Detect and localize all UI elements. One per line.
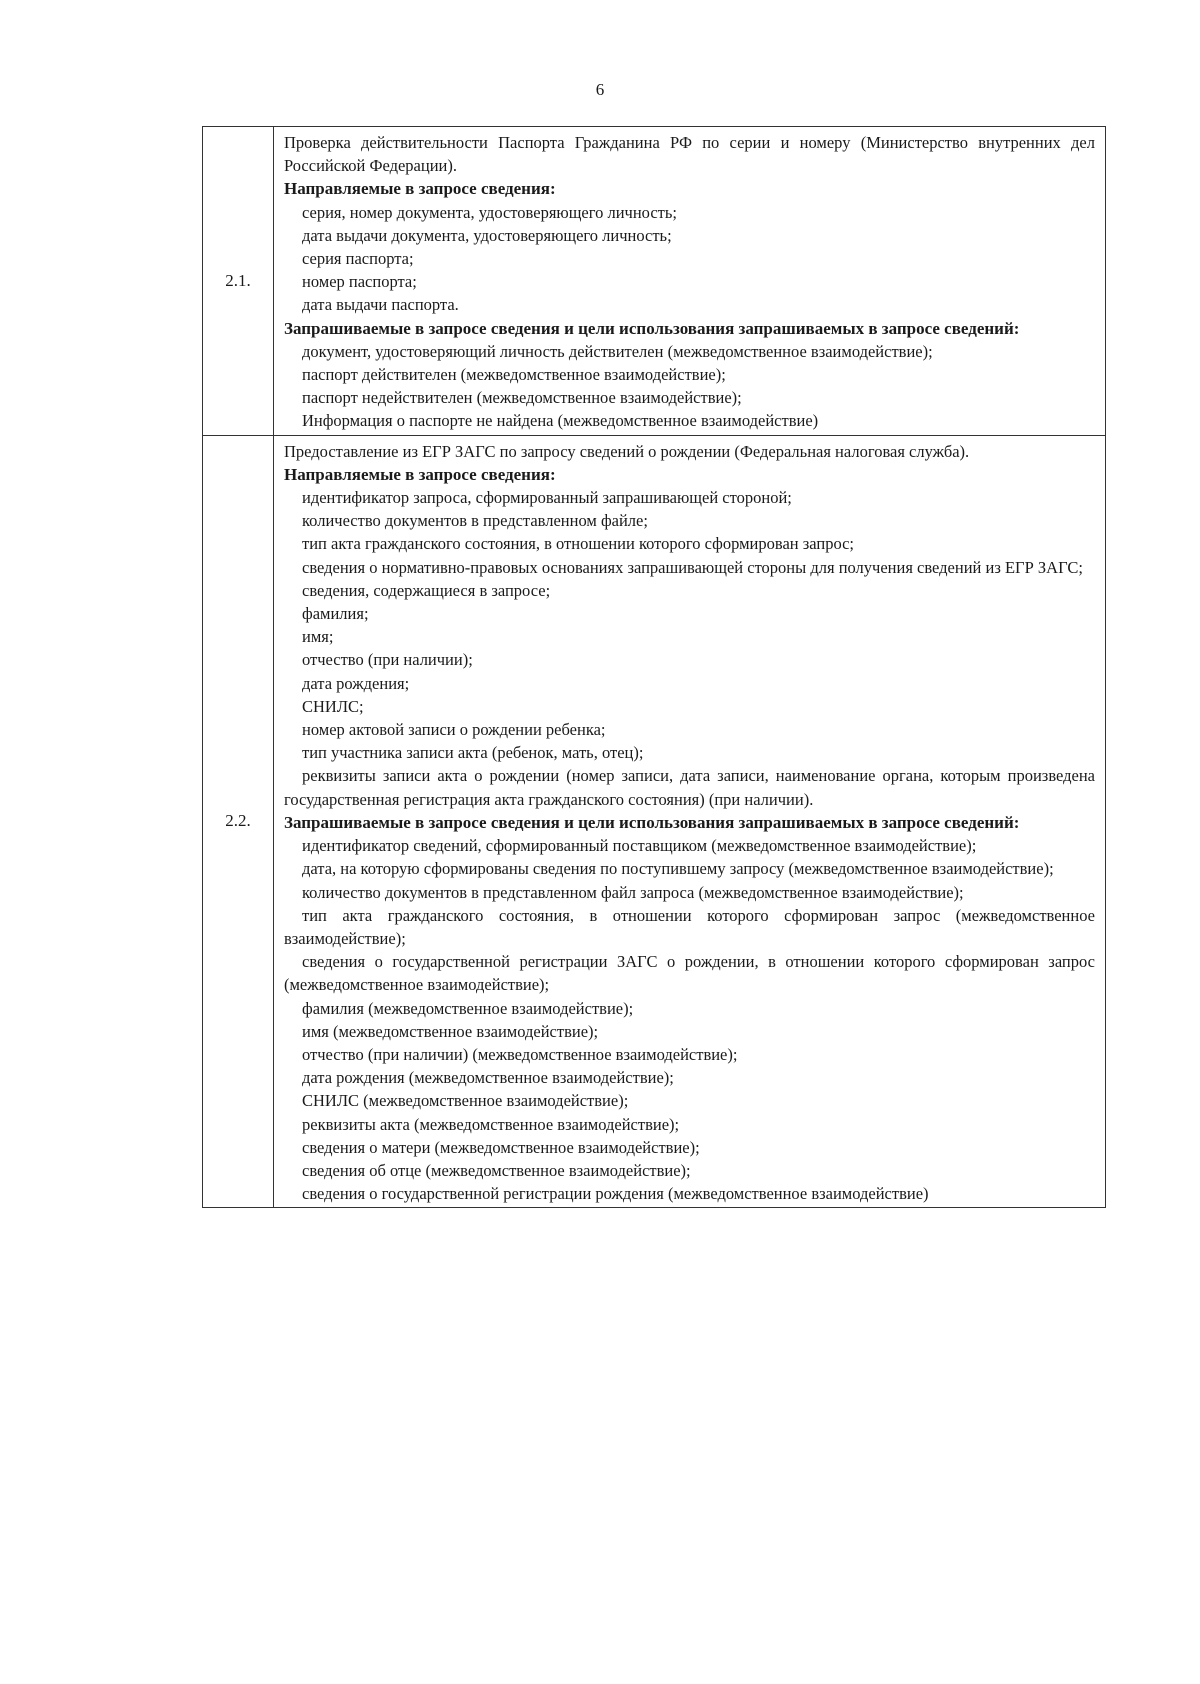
content-line: дата рождения (межведомственное взаимодействие);	[302, 1068, 674, 1088]
content-line: имя (межведомственное взаимодействие);	[302, 1021, 599, 1041]
page-number: 6	[595, 80, 605, 99]
content-line: имя;	[302, 627, 334, 647]
content-line: отчество (при наличии) (межведомственное взаимодействие);	[302, 1044, 738, 1064]
content-line: дата выдачи паспорта.	[302, 295, 459, 315]
content-line: дата выдачи документа, удостоверяющего личность;	[302, 225, 672, 245]
content-line: паспорт действителен (межведомственное взаимодействие);	[302, 365, 726, 385]
section-heading: Запрашиваемые в запросе сведения и цели использования запрашиваемых в запросе сведений:	[284, 318, 1020, 338]
content-line: документ, удостоверяющий личность действителен (межведомственное взаимодействие);	[302, 341, 933, 361]
row-number: 2.1.	[203, 127, 274, 436]
content-line: СНИЛС;	[302, 696, 364, 716]
content-line: фамилия;	[302, 604, 369, 624]
content-line: СНИЛС (межведомственное взаимодействие);	[302, 1091, 629, 1111]
content-line: фамилия (межведомственное взаимодействие);	[302, 998, 634, 1018]
content-line: дата, на которую сформированы сведения по поступившему запросу (межведомственное взаимодействие);	[302, 859, 1054, 879]
row-content	[274, 127, 1106, 436]
content-line: номер актовой записи о рождении ребенка;	[302, 720, 606, 740]
table-body	[203, 127, 1106, 1208]
requirements-table	[202, 126, 1106, 1208]
row-content	[274, 435, 1106, 1208]
content-line: сведения о нормативно-правовых основаниях запрашивающей стороны для получения сведений из ЕГР ЗАГС;	[302, 557, 1083, 577]
content-line: серия паспорта;	[302, 249, 414, 269]
content-line: количество документов в представленном файл запроса (межведомственное взаимодействие);	[302, 882, 964, 902]
content-line: отчество (при наличии);	[302, 650, 473, 670]
content-line: серия, номер документа, удостоверяющего личность;	[302, 202, 677, 222]
table-row	[203, 435, 1106, 1208]
content-line: тип акта гражданского состояния, в отношении которого сформирован запрос;	[302, 534, 855, 554]
content-line: количество документов в представленном файле;	[302, 511, 648, 531]
content-line: сведения о государственной регистрации ЗАГС о рождении, в отношении которого сформирован запрос (межведомственное взаимодействие);	[284, 952, 1095, 995]
content-line: дата рождения;	[302, 673, 410, 693]
section-heading: Запрашиваемые в запросе сведения и цели использования запрашиваемых в запросе сведений:	[284, 812, 1020, 832]
section-heading: Направляемые в запросе сведения:	[284, 464, 556, 484]
content-line: идентификатор сведений, сформированный поставщиком (межведомственное взаимодействие);	[302, 836, 977, 856]
content-line: идентификатор запроса, сформированный запрашивающей стороной;	[302, 488, 792, 508]
table-row	[203, 127, 1106, 436]
content-line: сведения, содержащиеся в запросе;	[302, 580, 551, 600]
content-line: сведения о государственной регистрации рождения (межведомственное взаимодействие)	[302, 1184, 929, 1204]
section-heading: Направляемые в запросе сведения:	[284, 179, 556, 199]
content-line: номер паспорта;	[302, 272, 417, 292]
content-line: сведения о матери (межведомственное взаимодействие);	[302, 1137, 700, 1157]
content-line: реквизиты акта (межведомственное взаимодействие);	[302, 1114, 680, 1134]
content-line: Проверка действительности Паспорта Гражданина РФ по серии и номеру (Министерство внутренних дел Российской Федерации).	[284, 133, 1095, 176]
content-line: тип акта гражданского состояния, в отношении которого сформирован запрос (межведомственное взаимодействие);	[284, 905, 1095, 948]
row-number: 2.2.	[203, 435, 274, 1208]
content-line: сведения об отце (межведомственное взаимодействие);	[302, 1160, 691, 1180]
content-line: реквизиты записи акта о рождении (номер записи, дата записи, наименование органа, которым произведена государственная регистрация акта гражданского состояния) (при наличии).	[284, 766, 1095, 809]
content-line: Предоставление из ЕГР ЗАГС по запросу сведений о рождении (Федеральная налоговая служба).	[284, 441, 970, 461]
content-line: тип участника записи акта (ребенок, мать, отец);	[302, 743, 644, 763]
content-line: паспорт недействителен (межведомственное взаимодействие);	[302, 388, 742, 408]
content-line: Информация о паспорте не найдена (межведомственное взаимодействие)	[302, 411, 819, 431]
